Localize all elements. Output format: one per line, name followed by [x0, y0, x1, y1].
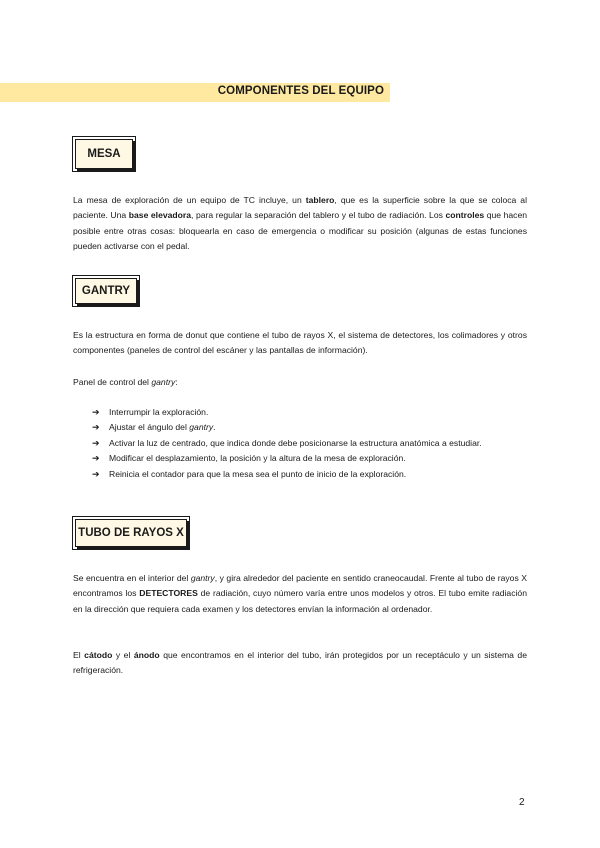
arrow-right-icon: ➔ [92, 422, 100, 433]
section-banner-title: COMPONENTES DEL EQUIPO [217, 85, 384, 97]
tubo-paragraph: Se encuentra en el interior del gantry, y gira alrededor del paciente en sentido craneocaudal. Frente al tubo de rayos X encontramos los DETECTORES de radiación, cuyo número varía entre unos modelos y otros. El tubo emite radiación en la dirección que requiera cada examen y los detectores envían la información al ordenador. [73, 573, 527, 614]
term-controles: controles [445, 210, 485, 221]
tubo-heading: TUBO DE RAYOS X [75, 519, 187, 547]
gantry-panel-label: Panel de control del gantry: [73, 377, 178, 387]
term-base-elevadora: base elevadora [128, 210, 192, 221]
page-number: 2 [519, 797, 525, 808]
list-item: ➔ Ajustar el ángulo del gantry. [92, 420, 527, 435]
gantry-paragraph: Es la estructura en forma de donut que contiene el tubo de rayos X, el sistema de detectores, los colimadores y otros componentes (paneles de control del escáner y las pantallas de información). [73, 330, 527, 356]
tubo-paragraph-2: El cátodo y el ánodo que encontramos en el interior del tubo, irán protegidos por un receptáculo y un sistema de refrigeración. [73, 650, 527, 676]
term-tablero: tablero [305, 195, 335, 205]
list-item: ➔ Activar la luz de centrado, que indica donde debe posicionarse la estructura anatómica a estudiar. [92, 436, 527, 451]
mesa-paragraph: La mesa de exploración de un equipo de TC incluye, un tablero, que es la superficie sobre la que se coloca al paciente. Una base elevadora, para regular la separación del tablero y el tubo de radiación. Los controles que hacen posible entre otras cosas: bloquearla en caso de emergencia o modificar su posición (algunas de estas funciones pueden activarse con el pedal. [73, 195, 528, 252]
term-anodo: ánodo [133, 650, 160, 660]
section-banner [0, 83, 390, 102]
list-item: ➔ Reinicia el contador para que la mesa sea el punto de inicio de la exploración. [92, 467, 527, 482]
gantry-controls-list [92, 405, 527, 482]
term-detectores: DETECTORES [139, 588, 198, 599]
list-item: ➔ Modificar el desplazamiento, la posición y la altura de la mesa de exploración. [92, 451, 527, 466]
gantry-heading-box [72, 275, 140, 307]
mesa-heading: MESA [75, 139, 133, 169]
arrow-right-icon: ➔ [92, 437, 100, 448]
mesa-heading-box [72, 136, 136, 172]
tubo-heading-box [72, 516, 190, 550]
term-catodo: cátodo [84, 650, 113, 660]
list-item: ➔ Interrumpir la exploración. [92, 405, 527, 420]
arrow-right-icon: ➔ [92, 468, 100, 479]
arrow-right-icon: ➔ [92, 453, 100, 464]
arrow-right-icon: ➔ [92, 407, 100, 417]
gantry-heading: GANTRY [75, 278, 137, 304]
